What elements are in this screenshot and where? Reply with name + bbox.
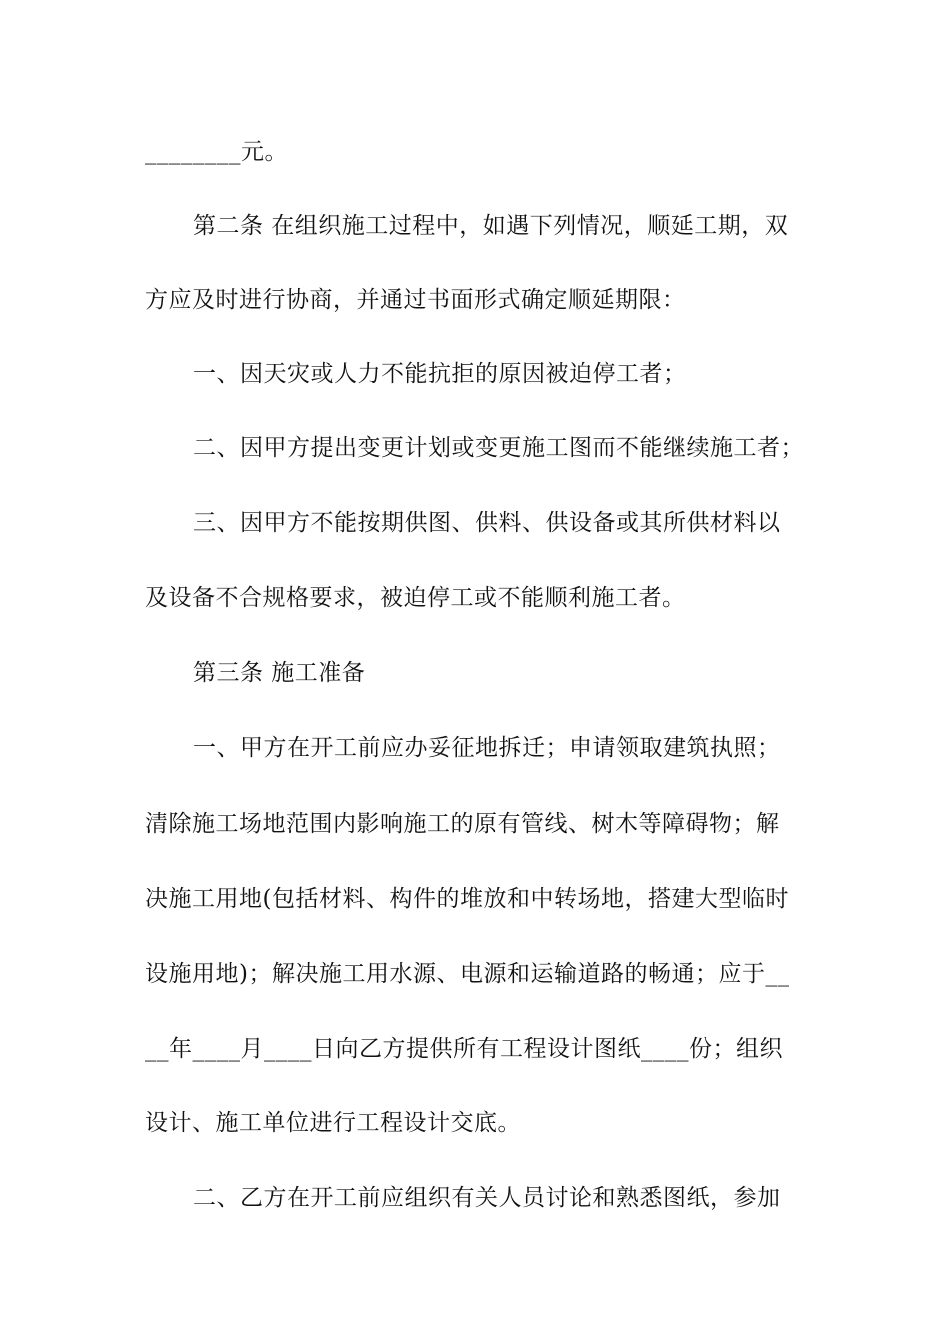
article-3-heading: 第三条 施工准备: [193, 660, 366, 686]
list-item-3: 三、因甲方不能按期供图、供料、供设备或其所供材料以: [193, 510, 781, 536]
list-item-1: 一、因天灾或人力不能抗拒的原因被迫停工者；: [193, 361, 687, 387]
text-line: 设计、施工单位进行工程设计交底。: [145, 1110, 521, 1136]
text-line: 设施用地)；解决施工用水源、电源和运输道路的畅通；应于__: [145, 961, 790, 987]
text-line: 方应及时进行协商，并通过书面形式确定顺延期限：: [145, 287, 686, 313]
text-line-date-blanks: __年____月____日向乙方提供所有工程设计图纸____份；组织: [145, 1036, 783, 1062]
article-2-heading-line: 第二条 在组织施工过程中，如遇下列情况，顺延工期，双: [193, 213, 789, 239]
preparation-item-1: 一、甲方在开工前应办妥征地拆迁；申请领取建筑执照；: [193, 735, 781, 761]
text-line: 及设备不合规格要求，被迫停工或不能顺利施工者。: [145, 585, 686, 611]
preparation-item-2: 二、乙方在开工前应组织有关人员讨论和熟悉图纸，参加: [193, 1185, 781, 1211]
list-item-2: 二、因甲方提出变更计划或变更施工图而不能继续施工者；: [193, 435, 804, 461]
text-line-amount: ________元。: [145, 139, 288, 165]
text-line: 决施工用地(包括材料、构件的堆放和中转场地，搭建大型临时: [145, 886, 789, 912]
text-line: 清除施工场地范围内影响施工的原有管线、树木等障碍物；解: [145, 811, 780, 837]
